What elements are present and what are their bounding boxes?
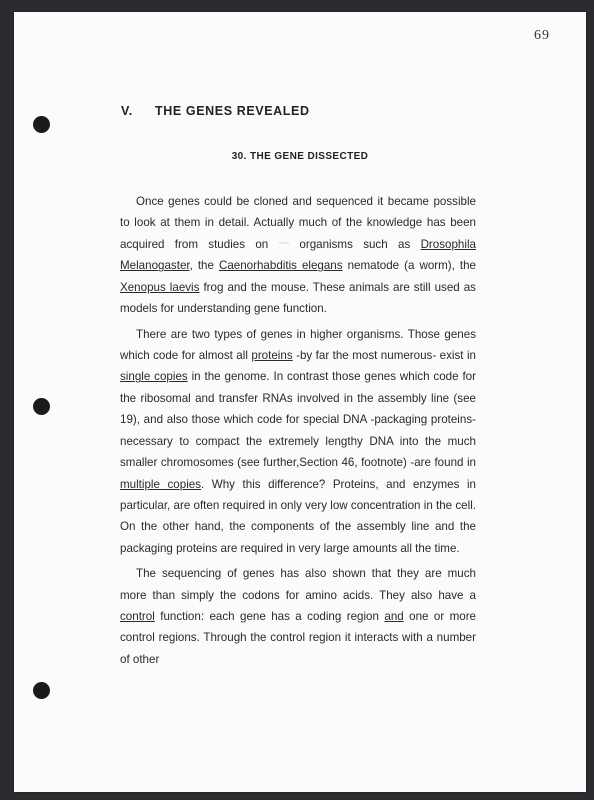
text-run: The sequencing of genes has also shown that they are much more than simply the codons for amino acids. They also have a [120, 567, 476, 602]
text-run: frog and the mouse. These animals are still used as models for understanding gene function. [120, 280, 476, 316]
text-run: organisms such as [289, 237, 421, 251]
text-run: one or more control regions. Through the control region it interacts with a number of other [120, 609, 477, 666]
underlined-term: and [384, 609, 404, 623]
document-page [14, 12, 586, 792]
chapter-number: V. [121, 104, 133, 118]
underlined-term: proteins [251, 349, 293, 363]
underlined-term: Caenorhabditis elegans [218, 259, 343, 273]
underlined-term: Drosophila Melanogaster [120, 237, 476, 273]
chapter-heading [121, 104, 310, 118]
paragraph [120, 563, 476, 670]
underlined-term: control [120, 609, 155, 623]
text-run: nematode (a worm), the [342, 259, 476, 273]
text-run: Once genes could be cloned and sequenced it became possible to look at them in detail. Actually much of the knowledge has been acquired from studies on [120, 195, 476, 251]
binder-hole [33, 116, 50, 133]
section-heading: 30. THE GENE DISSECTED [231, 151, 369, 162]
underlined-term: Xenopus laevis [120, 280, 200, 294]
page-number: 69 [534, 28, 550, 43]
underlined-term: single copies [120, 370, 188, 384]
handwritten-scribble: ~~~ [278, 241, 290, 248]
text-run: There are two types of genes in higher organisms. Those genes which code for almost all [120, 327, 476, 363]
paragraph [120, 324, 476, 559]
text-run: function: each gene has a coding region [154, 609, 385, 623]
underlined-term: multiple copies [120, 477, 202, 491]
binder-hole [33, 398, 50, 415]
text-run: -by far the most numerous- exist in [292, 349, 477, 363]
body-text [120, 191, 476, 674]
text-run: in the genome. In contrast those genes which code for the ribosomal and transfer RNAs involved in the assembly line (see 19), and also those which code for special DNA -packaging proteins- necessary to compact the extremely lengthy DNA into the much smaller chromosomes (see further,Section 46, footnote) -are found in [120, 370, 476, 470]
paragraph [120, 191, 476, 320]
text-run: , the [189, 259, 219, 273]
binder-hole [33, 682, 50, 699]
chapter-title: THE GENES REVEALED [155, 104, 310, 118]
text-run: . Why this difference? Proteins, and enzymes in particular, are often required in only very low concentration in the cell. On the other hand, the components of the assembly line and the packaging proteins are required in very large amounts all the time. [120, 477, 476, 555]
